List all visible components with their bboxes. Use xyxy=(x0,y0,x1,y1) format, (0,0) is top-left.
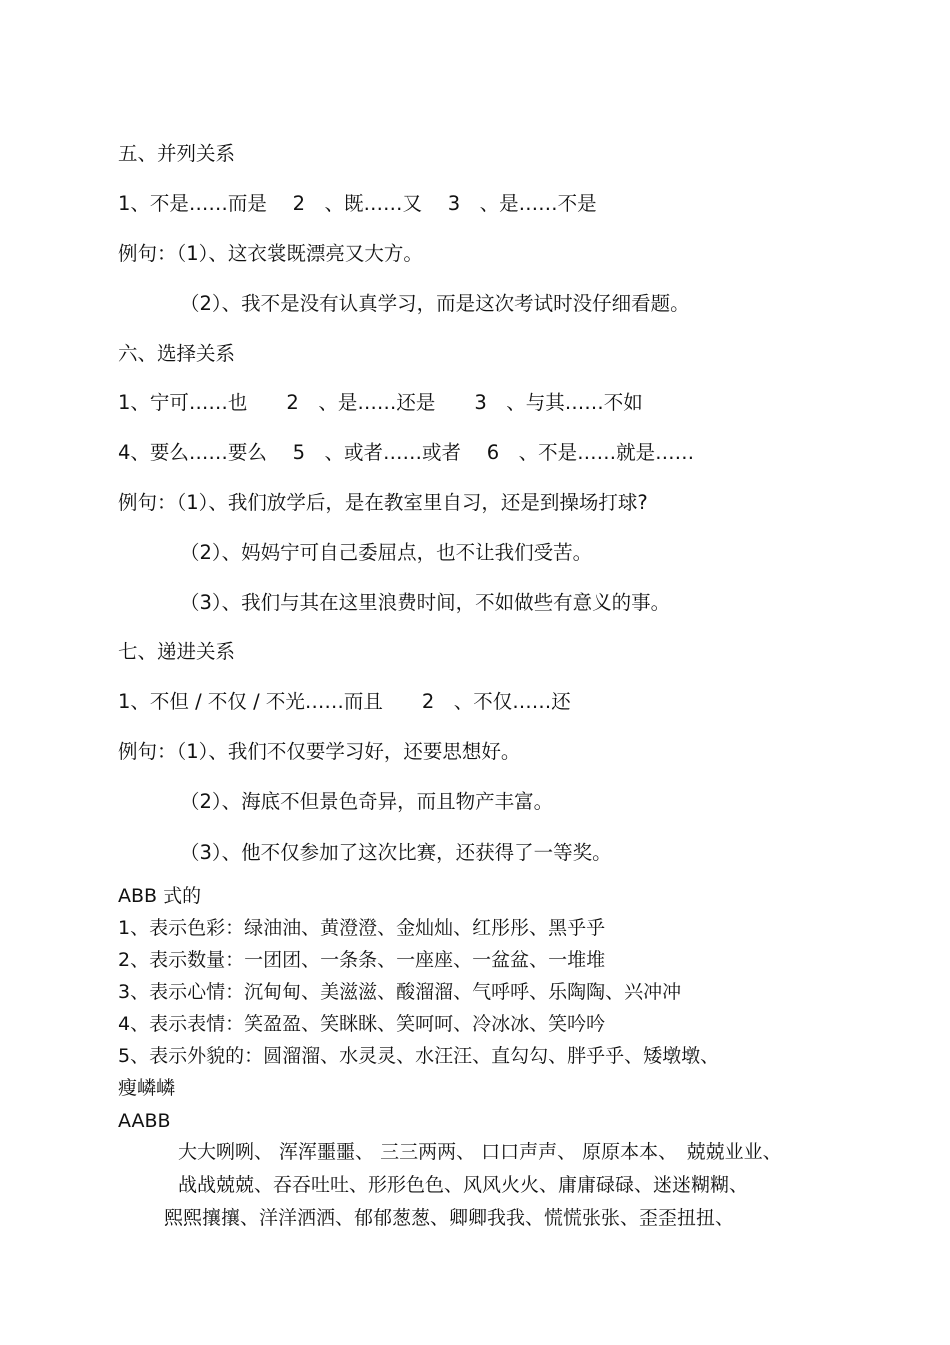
abb-item: 3、表示心情：沉甸甸、美滋滋、酸溜溜、气呼呼、乐陶陶、兴冲冲 xyxy=(118,981,682,1003)
section-7-patterns: 1、不但 / 不仅 / 不光……而且 2 、不仅……还 xyxy=(118,690,571,713)
section-6-patterns-2: 4、要么……要么 5 、或者……或者 6 、不是……就是…… xyxy=(118,441,695,464)
abb-item: 5、表示外貌的：圆溜溜、水灵灵、水汪汪、直勾勾、胖乎乎、矮墩墩、 xyxy=(118,1045,720,1067)
section-5-patterns: 1、不是……而是 2 、既……又 3 、是……不是 xyxy=(118,192,597,215)
section-5-example-1: 例句：（1）、这衣裳既漂亮又大方。 xyxy=(118,242,423,265)
abb-item: 4、表示表情：笑盈盈、笑眯眯、笑呵呵、冷冰冰、笑吟吟 xyxy=(118,1013,606,1035)
aabb-line: 熙熙攘攘、洋洋洒洒、郁郁葱葱、卿卿我我、慌慌张张、歪歪扭扭、 xyxy=(164,1207,735,1229)
section-7-example-3: （3）、他不仅参加了这次比赛，还获得了一等奖。 xyxy=(180,841,612,864)
abb-heading: ABB 式的 xyxy=(118,885,202,907)
abb-item-continuation: 瘦嶙嶙 xyxy=(118,1077,176,1099)
section-6-heading: 六、选择关系 xyxy=(118,342,236,365)
section-6-example-1: 例句：（1）、我们放学后，是在教室里自习，还是到操场打球? xyxy=(118,491,648,514)
abb-item: 2、表示数量：一团团、一条条、一座座、一盆盆、一堆堆 xyxy=(118,949,606,971)
section-6-example-3: （3）、我们与其在这里浪费时间，不如做些有意义的事。 xyxy=(180,591,671,614)
section-5-example-2: （2）、我不是没有认真学习，而是这次考试时没仔细看题。 xyxy=(180,292,690,315)
abb-item: 1、表示色彩：绿油油、黄澄澄、金灿灿、红彤彤、黑乎乎 xyxy=(118,917,606,939)
section-7-heading: 七、递进关系 xyxy=(118,640,236,663)
section-5-heading: 五、并列关系 xyxy=(118,142,236,165)
aabb-line: 战战兢兢、吞吞吐吐、形形色色、风风火火、庸庸碌碌、迷迷糊糊、 xyxy=(178,1174,749,1196)
section-6-patterns-1: 1、宁可……也 2 、是……还是 3 、与其……不如 xyxy=(118,391,643,414)
aabb-heading: AABB xyxy=(118,1110,171,1132)
section-7-example-2: （2）、海底不但景色奇异，而且物产丰富。 xyxy=(180,790,554,813)
section-7-example-1: 例句：（1）、我们不仅要学习好，还要思想好。 xyxy=(118,740,521,763)
section-6-example-2: （2）、妈妈宁可自己委屈点，也不让我们受苦。 xyxy=(180,541,593,564)
aabb-line: 大大咧咧、 浑浑噩噩、 三三两两、 口口声声、 原原本本、 兢兢业业、 xyxy=(178,1141,782,1163)
